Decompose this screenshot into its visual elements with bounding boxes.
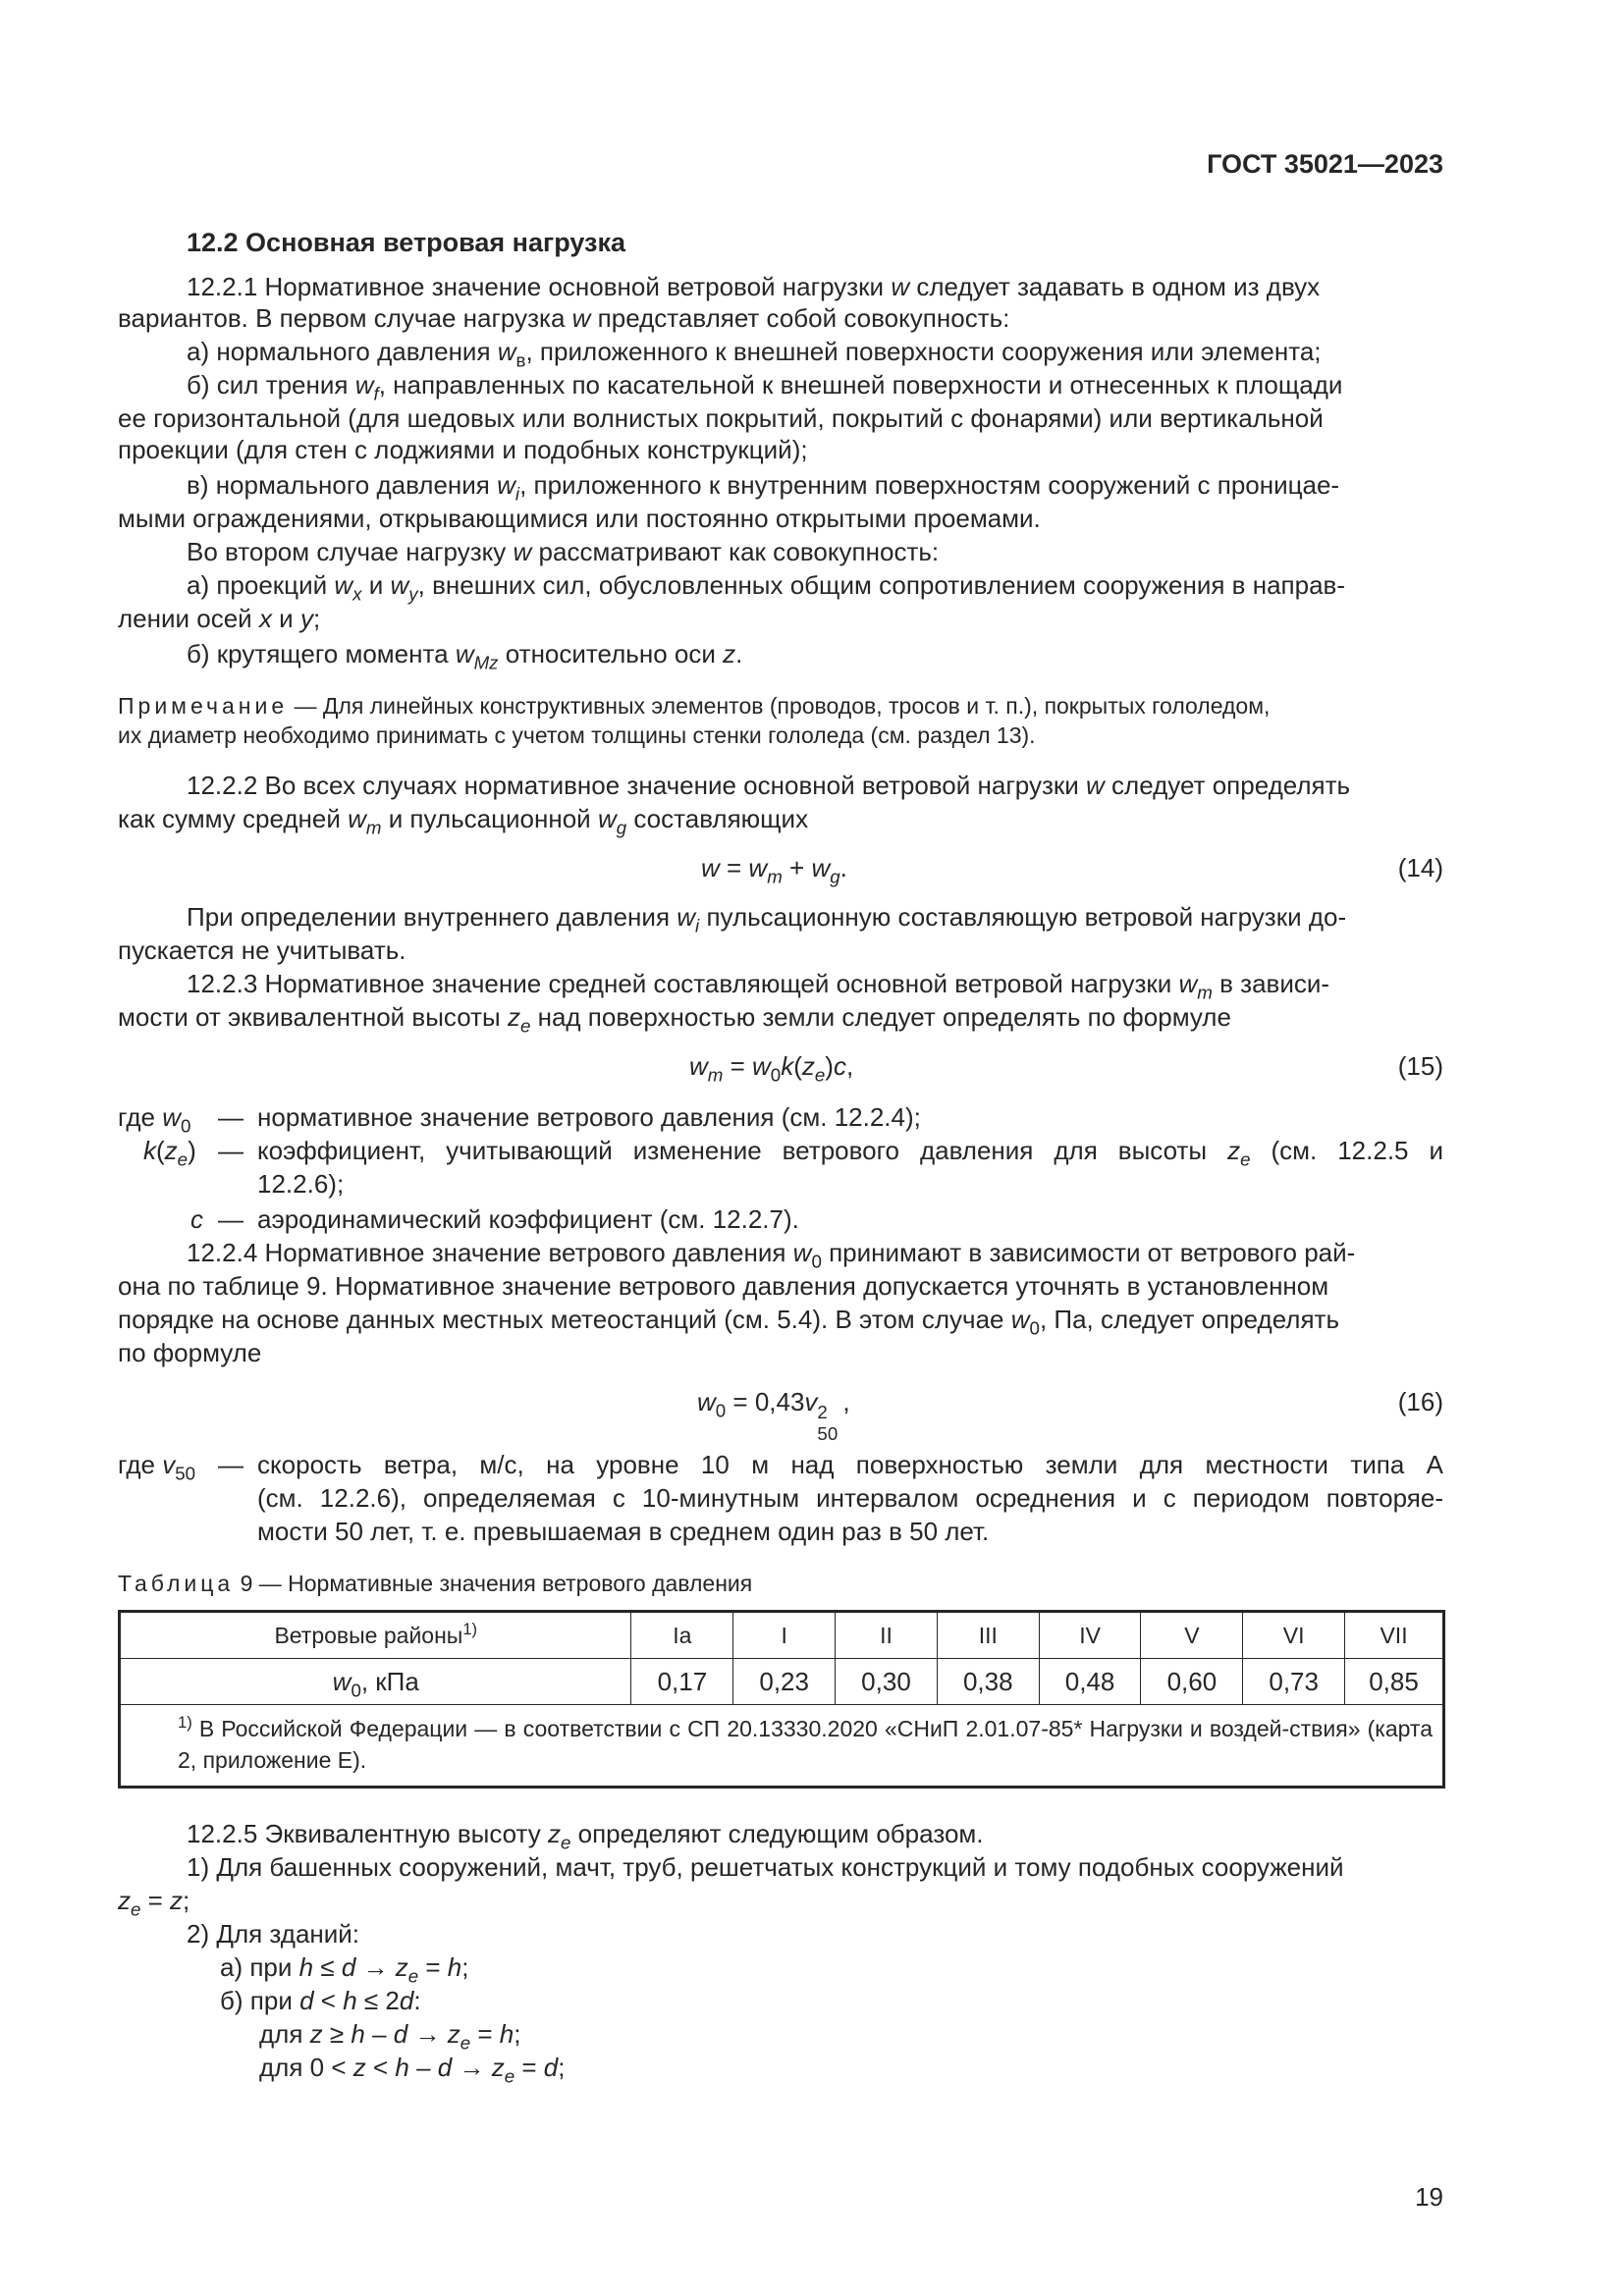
value-cell: 0,23 (733, 1659, 836, 1705)
note: Примечание — Для линейных конструктивных элементов (проводов, тросов и т. п.), покрытых гололедом, (118, 693, 1271, 719)
header-cell: Ветровые районы$^{1)}$ (120, 1612, 631, 1659)
region-cell: II (836, 1612, 938, 1659)
value-cell: 0,48 (1039, 1659, 1141, 1705)
paragraph-line: проекции (для стен с лоджиями и подобных конструкций); (118, 435, 808, 464)
equation-number: (14) (1397, 853, 1443, 882)
equation-number: (15) (1397, 1051, 1443, 1081)
region-cell: VII (1345, 1612, 1444, 1659)
paragraph-line: 12.2.4 Нормативное значение ветрового давления $w_0$ принимают в зависимости от ветрового рай- (187, 1238, 1356, 1272)
where-item: $k(z_e)$ — коэффициент, учитывающий изменение ветрового давления для высоты $z_e$ (см. 12.2.5 и (143, 1136, 1444, 1170)
where-item: c — аэродинамический коэффициент (см. 12.2.7). (190, 1204, 799, 1234)
list-item: для $z \ge h - d \to z_e = h$; (259, 2019, 521, 2054)
table-footnote-row (120, 1705, 1444, 1788)
value-cell: 0,38 (937, 1659, 1039, 1705)
formula-16: $w_0 = 0,43v$ 2 50 , (697, 1387, 850, 1444)
list-item: б) сил трения $w_f$, направленных по касательной к внешней поверхности и отнесенных к площади (187, 370, 1343, 404)
paragraph-line: 12.2.3 Нормативное значение средней составляющей основной ветровой нагрузки $w_m$ в зависи- (187, 969, 1330, 1003)
formula-15: $w_m = w_0k(z_e)c$, (689, 1051, 854, 1086)
list-item: б) крутящего момента $w_{Mz}$ относительно оси z. (187, 639, 743, 673)
list-item: а) нормального давления $w_в$, приложенного к внешней поверхности сооружения или элемента; (187, 337, 1322, 371)
value-cell: 0,85 (1345, 1659, 1444, 1705)
formula-14: $w = w_m + w_g$. (701, 853, 847, 887)
paragraph-line: как сумму средней $w_m$ и пульсационной $w_g$ составляющих (118, 804, 809, 838)
table-9 (118, 1610, 1445, 1789)
where-item-cont: (см. 12.2.6), определяемая с 10-минутным интервалом осреднения и с периодом повторяе- (257, 1483, 1443, 1513)
document-header: ГОСТ 35021—2023 (1207, 149, 1443, 179)
value-cell: 0,73 (1243, 1659, 1345, 1705)
list-item: в) нормального давления $w_i$, приложенного к внутренним поверхностям сооружений с проницае- (187, 470, 1340, 505)
paragraph-line: пускается не учитывать. (118, 935, 406, 965)
paragraph-line: 12.2.5 Эквивалентную высоту $z_e$ определяют следующим образом. (187, 1819, 984, 1853)
where-item-cont: 12.2.6); (257, 1169, 345, 1199)
section-title: 12.2 Основная ветровая нагрузка (187, 228, 625, 257)
paragraph-line: вариантов. В первом случае нагрузка w представляет собой совокупность: (118, 303, 1010, 333)
region-cell: IV (1039, 1612, 1141, 1659)
region-cell: VI (1243, 1612, 1345, 1659)
region-cell: V (1141, 1612, 1243, 1659)
table-footnote: $^{1)}$ В Российской Федерации — в соответствии с СП 20.13330.2020 «СНиП 2.01.07-85* Нагрузки и воздей-ствия» (карта 2, приложение Е). (120, 1705, 1444, 1788)
table-row (120, 1612, 1444, 1659)
paragraph-line: мыми ограждениями, открывающимися или постоянно открытыми проемами. (118, 504, 1041, 533)
paragraph-line: 12.2.1 Нормативное значение основной ветровой нагрузки w следует задавать в одном из двух (187, 272, 1321, 301)
paragraph-line: Во втором случае нагрузку w рассматривают как совокупность: (187, 537, 940, 566)
paragraph-line: ее горизонтальной (для шедовых или волнистых покрытий, покрытий с фонарями) или вертикальной (118, 403, 1324, 433)
header-cell: $w_0$, кПа (120, 1659, 631, 1705)
list-item: а) проекций $w_x$ и $w_y$, внешних сил, обусловленных общим сопротивлением сооружения в направ- (187, 570, 1346, 605)
paragraph-line: При определении внутреннего давления $w_i$ пульсационную составляющую ветровой нагрузки до- (187, 902, 1347, 936)
where-item: где $w_0$ — нормативное значение ветрового давления (см. 12.2.4); (118, 1102, 921, 1137)
value-cell: 0,30 (836, 1659, 938, 1705)
paragraph-line: лении осей x и y; (118, 604, 321, 633)
list-item: 2) Для зданий: (187, 1919, 360, 1949)
where-item: где $v_{50}$ — скорость ветра, м/с, на уровне 10 м над поверхностью земли для местности типа А (118, 1450, 1443, 1484)
list-item: для $0 < z < h - d \to z_e = d$; (259, 2053, 566, 2087)
list-item: а) при $h \le d \to z_e = h$; (220, 1952, 469, 1987)
paragraph-line: она по таблице 9. Нормативное значение ветрового давления допускается уточнять в установленном (118, 1271, 1329, 1301)
region-cell: Ia (631, 1612, 733, 1659)
list-item: б) при d < h ≤ 2d: (220, 1986, 421, 2015)
where-item-cont: мости 50 лет, т. е. превышаемая в среднем один раз в 50 лет. (257, 1517, 990, 1546)
table-row (120, 1659, 1444, 1705)
paragraph-line: мости от эквивалентной высоты $z_e$ над поверхностью земли следует определять по формуле (118, 1002, 1231, 1037)
paragraph-line: 12.2.2 Во всех случаях нормативное значение основной ветровой нагрузки w следует определять (187, 771, 1351, 800)
table-caption: Таблица 9 — Нормативные значения ветрового давления (118, 1571, 753, 1596)
region-cell: III (937, 1612, 1039, 1659)
value-cell: 0,60 (1141, 1659, 1243, 1705)
formula-line: $z_e = z$; (118, 1886, 190, 1920)
region-cell: I (733, 1612, 836, 1659)
page-number: 19 (1415, 2182, 1443, 2212)
paragraph-line: по формуле (118, 1338, 262, 1367)
paragraph-line: порядке на основе данных местных метеостанций (см. 5.4). В этом случае $w_0$, Па, следует определять (118, 1305, 1340, 1339)
note-line: их диаметр необходимо принимать с учетом толщины стенки гололеда (см. раздел 13). (118, 722, 1036, 748)
list-item: 1) Для башенных сооружений, мачт, труб, решетчатых конструкций и тому подобных сооружений (187, 1852, 1344, 1882)
equation-number: (16) (1397, 1387, 1443, 1416)
value-cell: 0,17 (631, 1659, 733, 1705)
